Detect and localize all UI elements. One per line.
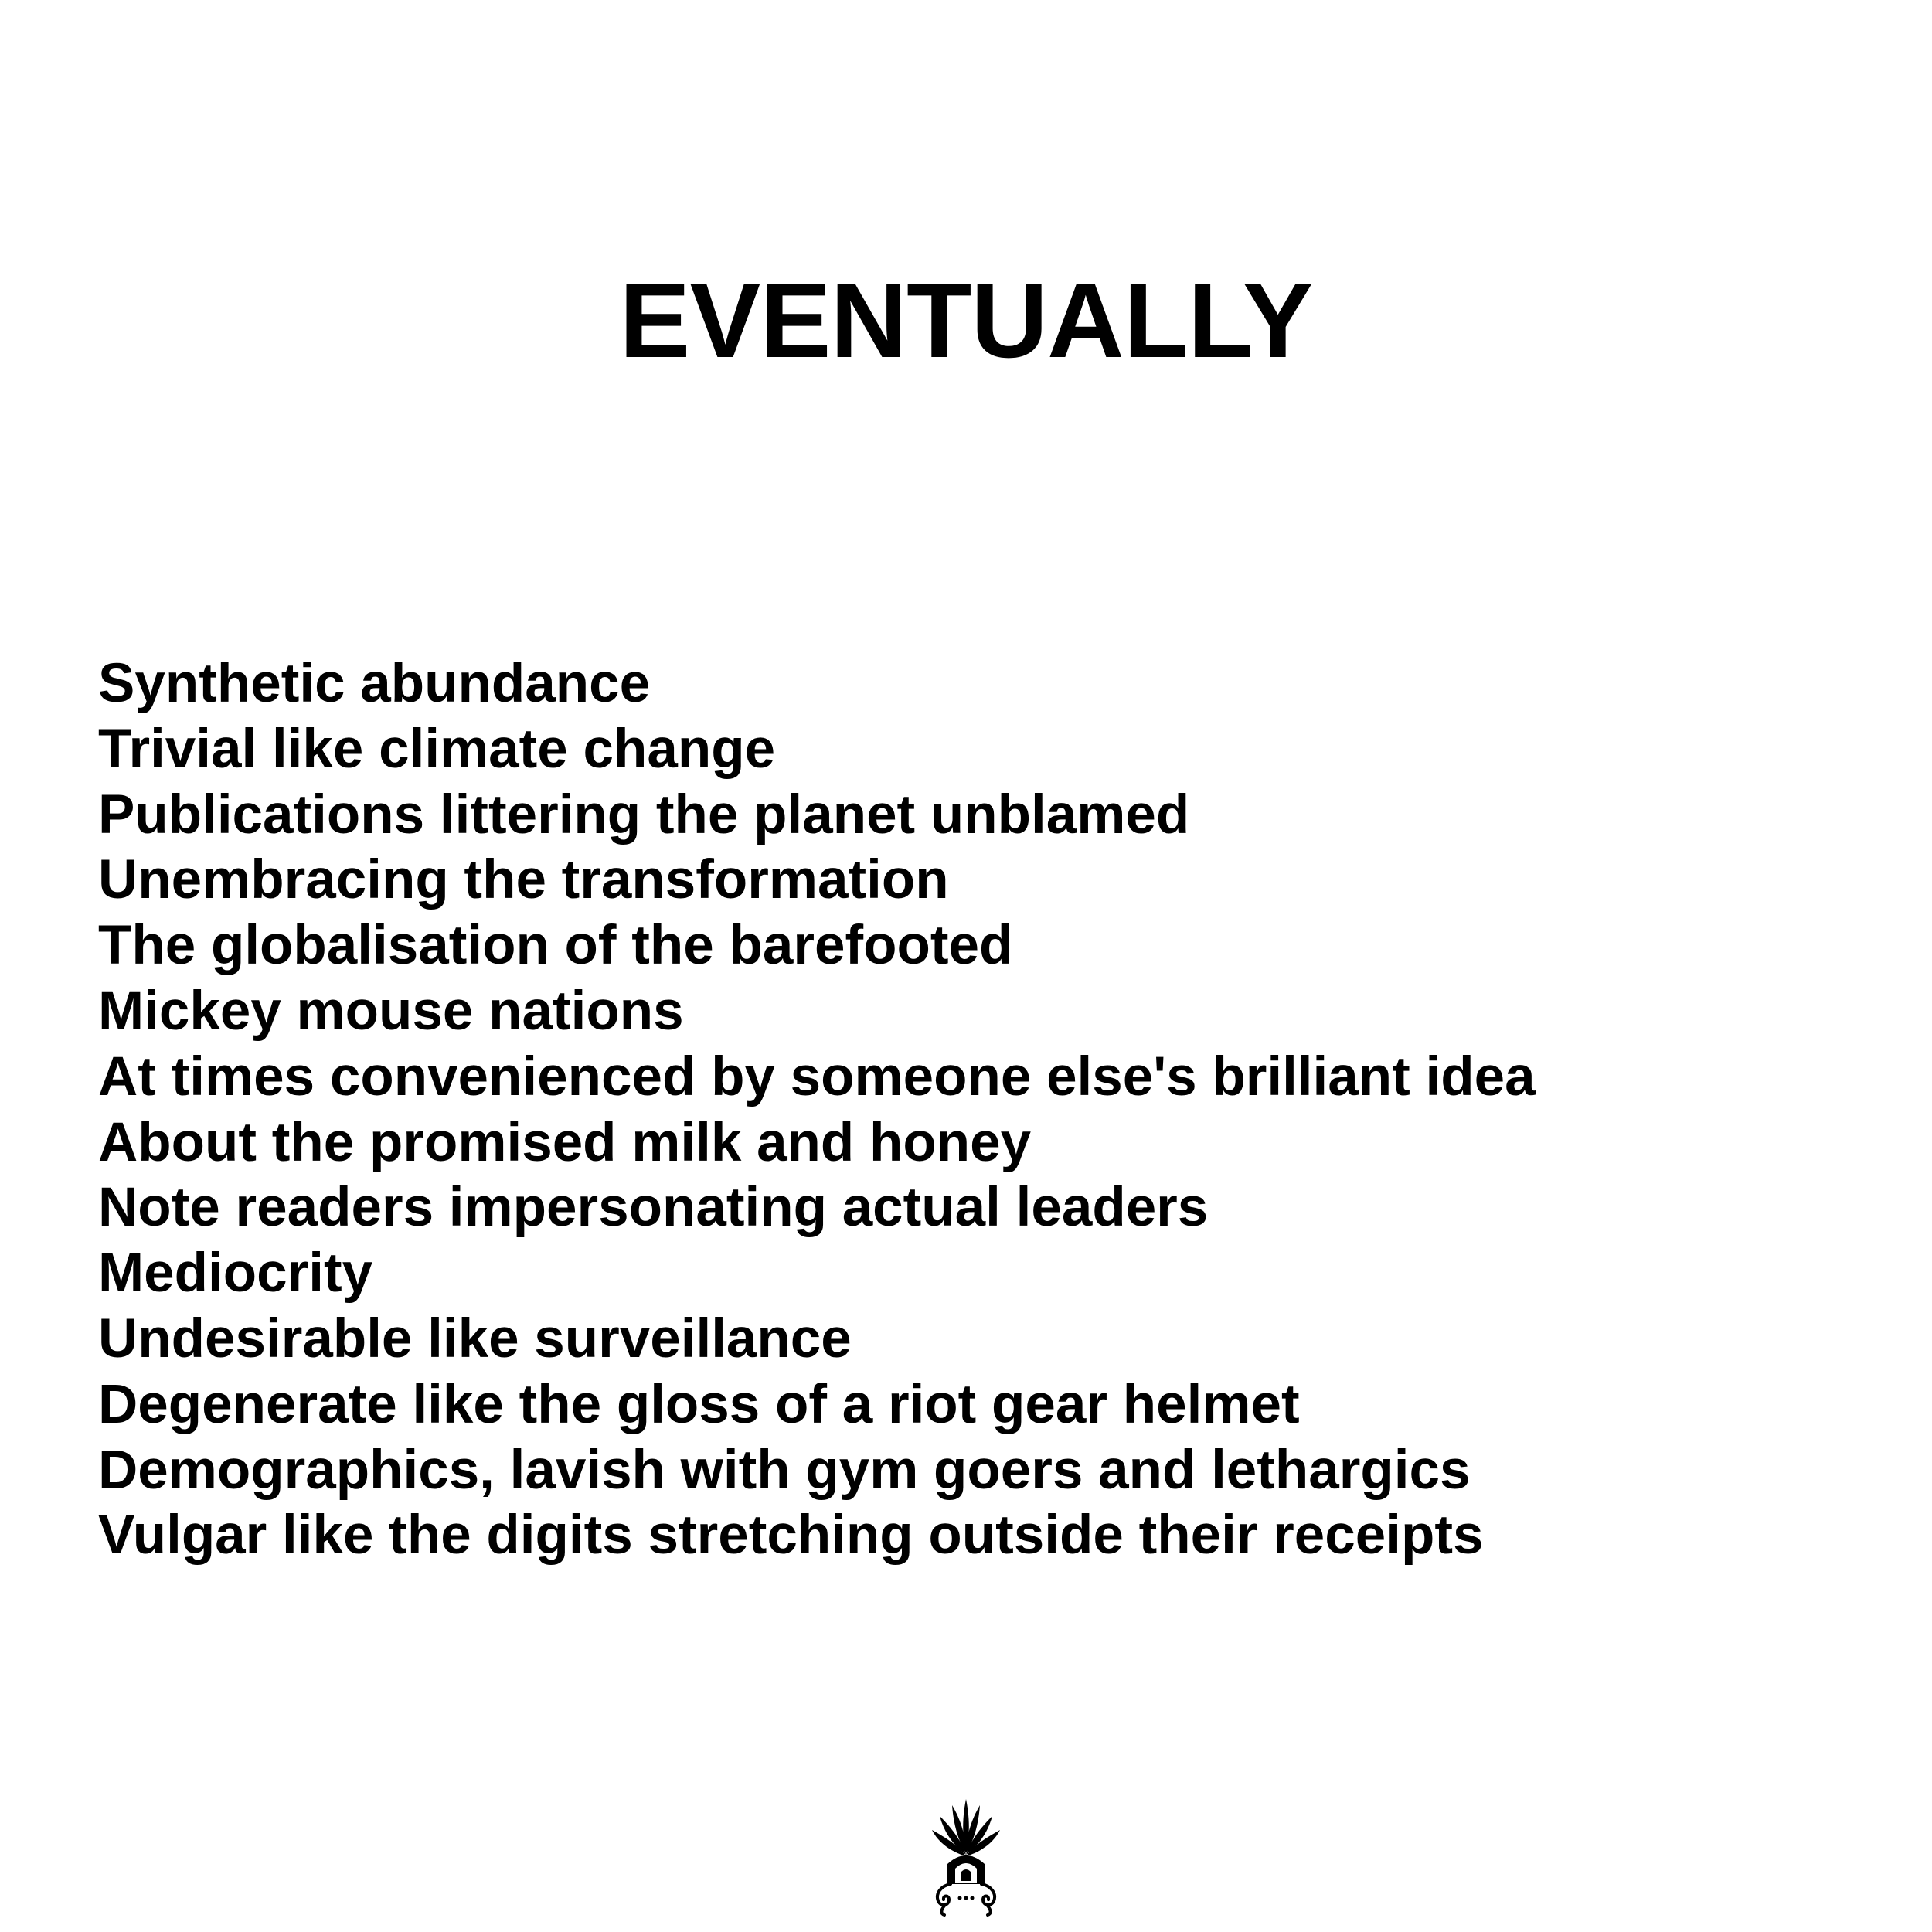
poem-line: Publications littering the planet unblamed [98, 784, 1190, 845]
poem-line: Mediocrity [98, 1243, 373, 1304]
poem-line: Synthetic abundance [98, 653, 651, 714]
poem-line: Demographics, lavish with gym goers and lethargics [98, 1439, 1471, 1501]
poem-title: EVENTUALLY [619, 261, 1313, 380]
poem-line: Degenerate like the gloss of a riot gear helmet [98, 1373, 1300, 1435]
poem-line: Note readers impersonating actual leaders [98, 1177, 1209, 1239]
poem-line: Undesirable like surveillance [98, 1308, 852, 1369]
poem-line: Mickey mouse nations [98, 980, 684, 1042]
poem-line: Unembracing the transformation [98, 849, 949, 911]
poem-line: At times convenienced by someone else's brilliant idea [98, 1046, 1536, 1107]
poem-line: The globalisation of the barefooted [98, 915, 1013, 977]
poem-line: Vulgar like the digits stretching outside their receipts [98, 1505, 1484, 1566]
poem-lines [98, 651, 1899, 1569]
palmette-ornament-icon [927, 1793, 1005, 1917]
poem-line: About the promised milk and honey [98, 1111, 1032, 1173]
poem-line: Trivial like climate change [98, 718, 776, 780]
